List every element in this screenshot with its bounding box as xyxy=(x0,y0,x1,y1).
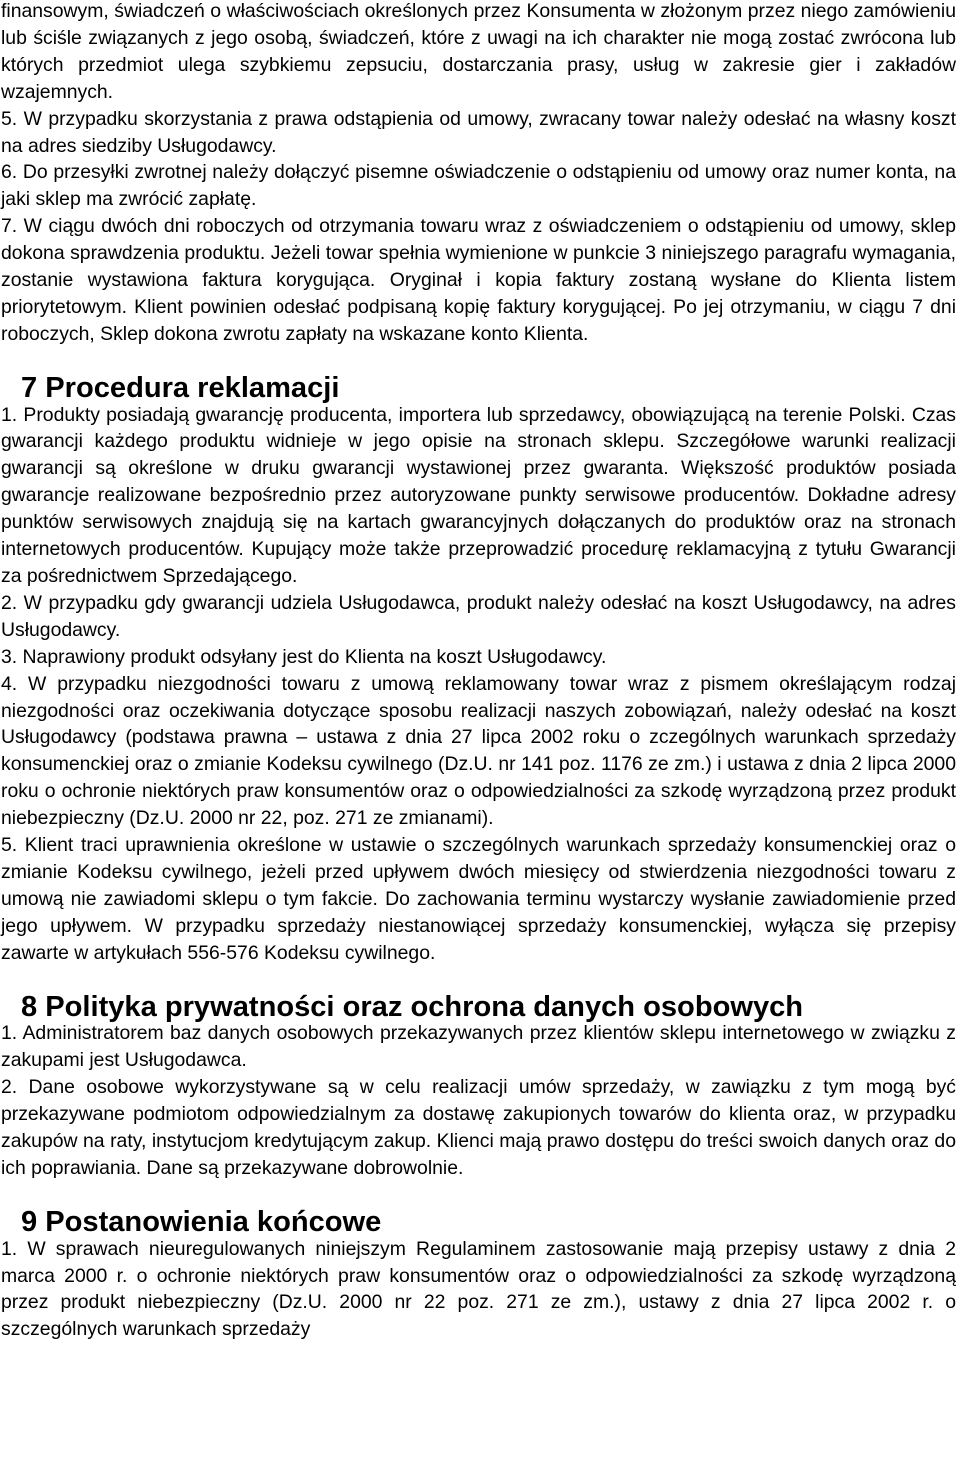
privacy-point-2: 2. Dane osobowe wykorzystywane są w celu realizacji umów sprzedaży, w zawiązku z tym mogą być przekazywane podmiotom odpowiedzialnym za dostawę zakupionych towarów do klienta oraz, w przypadku zakupów na raty, instytucjom kredytującym zakup. Klienci mają prawo dostępu do treści swoich danych oraz do ich poprawiania. Dane są przekazywane dobrowolnie. xyxy=(1,1076,956,1179)
withdrawal-point-6: 6. Do przesyłki zwrotnej należy dołączyć pisemne oświadczenie o odstąpieniu od umowy oraz numer konta, na jaki sklep ma zwrócić zapłatę. xyxy=(1,161,956,211)
section-spacer xyxy=(1,348,956,375)
section-9-title: 9 Postanowienia końcowe xyxy=(21,1205,382,1238)
section-7-heading xyxy=(1,371,956,404)
withdrawal-point-5: 5. W przypadku skorzystania z prawa odstąpienia od umowy, zwracany towar należy odesłać na własny koszt na adres siedziby Usługodawcy. xyxy=(1,107,956,157)
section-8-heading xyxy=(1,990,956,1023)
final-provisions-point-1: 1. W sprawach nieuregulowanych niniejszym Regulaminem zastosowanie mają przepisy ustawy z dnia 2 marca 2000 r. o ochronie niektórych praw konsumentów oraz o odpowiedzialności za szkodę wyrządzoną przez produkt niebezpieczny (Dz.U. 2000 nr 22 poz. 271 ze zm.), ustawy z dnia 27 lipca 2002 r. o szczególnych warunkach sprzedaży xyxy=(1,1237,956,1341)
section-spacer xyxy=(1,1182,956,1209)
complaint-point-3: 3. Naprawiony produkt odsyłany jest do Klienta na koszt Usługodawcy. xyxy=(1,645,607,668)
section-spacer xyxy=(1,967,956,994)
section-8-title: 8 Polityka prywatności oraz ochrona danych osobowych xyxy=(21,990,804,1023)
withdrawal-point-7: 7. W ciągu dwóch dni roboczych od otrzymania towaru wraz z oświadczeniem o odstąpieniu od umowy, sklep dokona sprawdzenia produktu. Jeżeli towar spełnia wymienione w punkcie 3 niniejszego paragrafu wymagania, zostanie wystawiona faktura korygująca. Oryginał i kopia faktury zostaną wysłane do Klienta listem priorytetowym. Klient powinien odesłać podpisaną kopię faktury korygującej. Po jej otrzymaniu, w ciągu 7 dni roboczych, Sklep dokona zwrotu zapłaty na wskazane konto Klienta. xyxy=(1,215,956,345)
section-9-heading xyxy=(1,1205,956,1238)
complaint-point-5: 5. Klient traci uprawnienia określone w ustawie o szczególnych warunkach sprzedaży konsumenckiej oraz o zmianie Kodeksu cywilnego, jeżeli przed upływem dwóch miesięcy od stwierdzenia niezgodności towaru z umową nie zawiadomi sklepu o tym fakcie. Do zachowania terminu wystarczy wysłanie zawiadomienie przed jego upływem. W przypadku sprzedaży niestanowiącej sprzedaży konsumenckiej, wyłącza się przepisy zawarte w artykułach 556-576 Kodeksu cywilnego. xyxy=(1,834,956,964)
complaint-point-1: 1. Produkty posiadają gwarancję producenta, importera lub sprzedawcy, obowiązującą na terenie Polski. Czas gwarancji każdego produktu widnieje w jego opisie na stronach sklepu. Szczegółowe warunki realizacji gwarancji są określone w druku gwarancji wystawionej przez gwaranta. Większość produktów posiada gwarancje realizowane bezpośrednio przez autoryzowane punkty serwisowe producentów. Dokładne adresy punktów serwisowych znajdują się na kartach gwarancyjnych dołączanych do produktów oraz na stronach internetowych producentów. Kupujący może także przeprowadzić procedurę reklamacyjną z tytułu Gwarancji za pośrednictwem Sprzedającego. xyxy=(1,403,956,588)
intro-paragraph-continuation: finansowym, świadczeń o właściwościach określonych przez Konsumenta w złożonym przez niego zamówieniu lub ściśle związanych z jego osobą, świadczeń, które z uwagi na ich charakter nie mogą zostać zwrócona lub których przedmiot ulega szybkiemu zepsuciu, dostarczania prasy, usług w zakresie gier i zakładów wzajemnych. xyxy=(1,0,956,103)
complaint-point-4: 4. W przypadku niezgodności towaru z umową reklamowany towar wraz z pismem określającym rodzaj niezgodności oraz oczekiwania dotyczące sposobu realizacji naszych zobowiązań, należy odesłać na koszt Usługodawcy (podstawa prawna – ustawa z dnia 27 lipca 2002 roku o zczególnych warunkach sprzedaży konsumenckiej oraz o zmianie Kodeksu cywilnego (Dz.U. nr 141 poz. 1176 ze zm.) i ustawa z dnia 2 lipca 2000 roku o ochronie niektórych praw konsumentów oraz o odpowiedzialności za szkodę wyrządzoną przez produkt niebezpieczny (Dz.U. 2000 nr 22, poz. 271 ze zmianami). xyxy=(1,672,956,830)
complaint-point-2: 2. W przypadku gdy gwarancji udziela Usługodawca, produkt należy odesłać na koszt Usługodawcy, na adres Usługodawcy. xyxy=(1,591,956,641)
document-text xyxy=(1,0,956,1343)
section-7-title: 7 Procedura reklamacji xyxy=(21,371,340,404)
privacy-point-1: 1. Administratorem baz danych osobowych przekazywanych przez klientów sklepu internetowego w związku z zakupami jest Usługodawca. xyxy=(1,1022,956,1072)
